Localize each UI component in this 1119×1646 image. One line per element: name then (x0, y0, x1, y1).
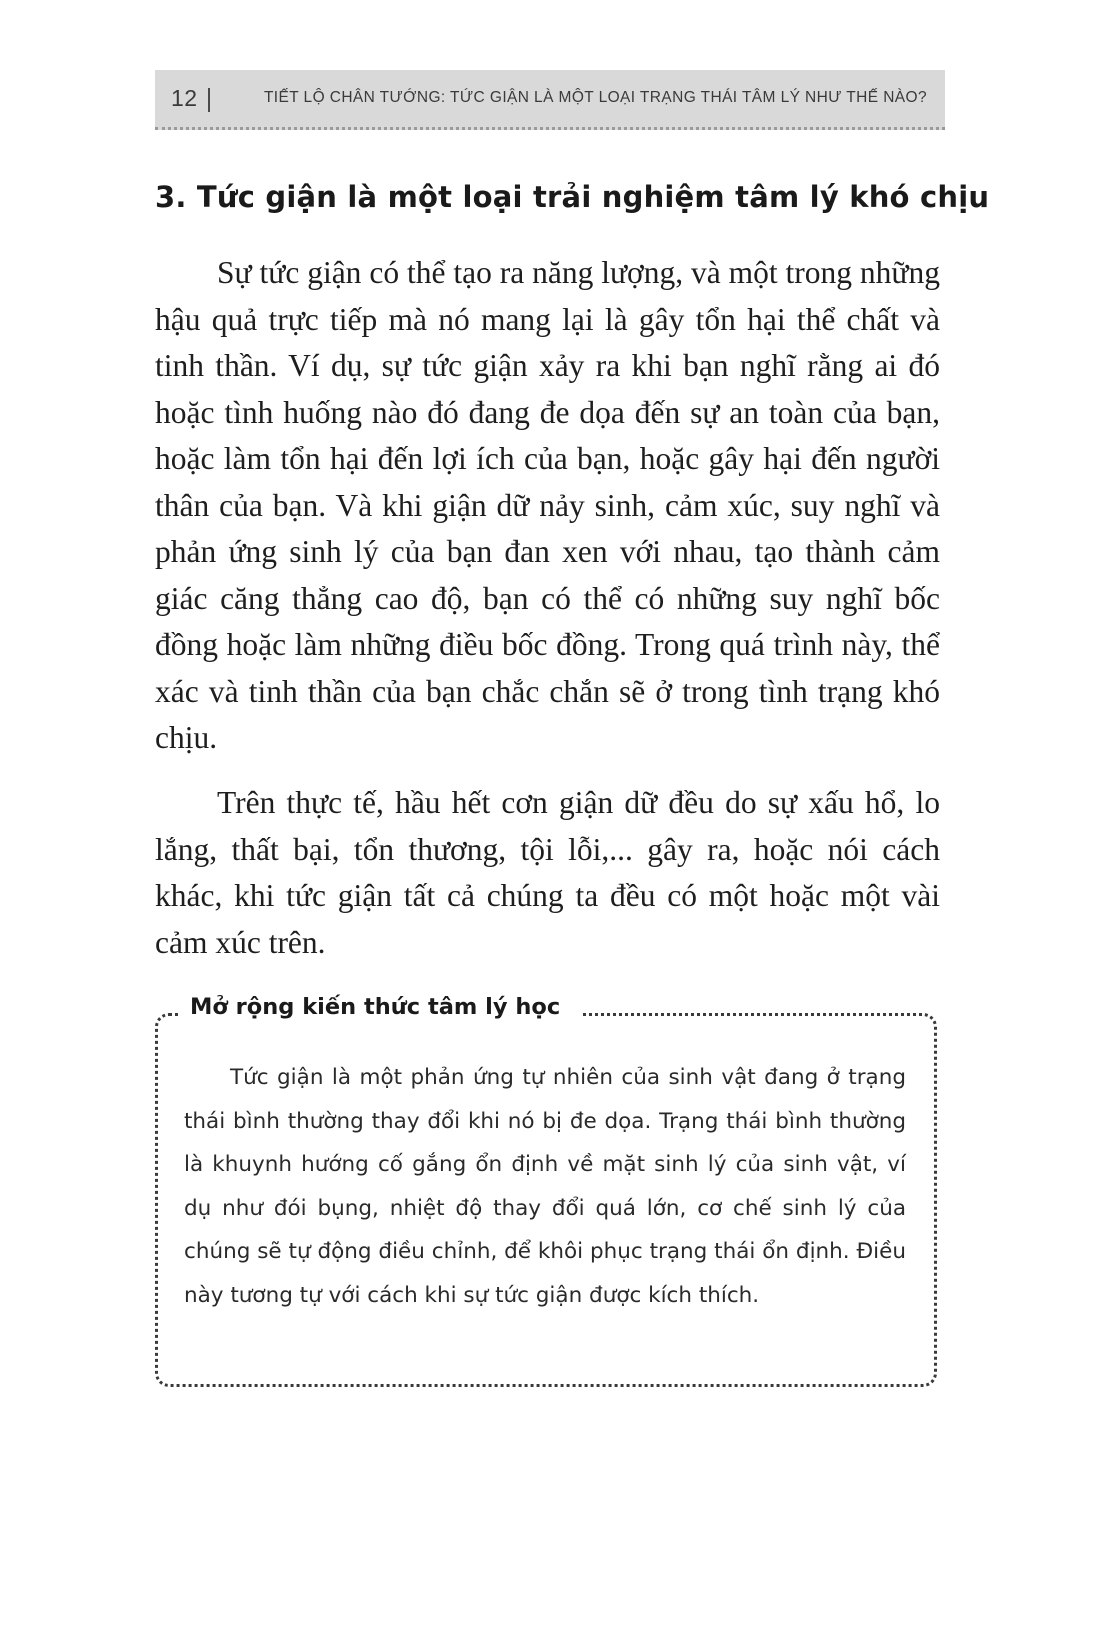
psychology-knowledge-box (155, 994, 937, 1387)
body-paragraph-1: Sự tức giận có thể tạo ra năng lượng, và một trong những hậu quả trực tiếp mà nó mang lại là gây tổn hại thể chất và tinh thần. Ví dụ, sự tức giận xảy ra khi bạn nghĩ rằng ai đó hoặc tình huống nào đó đang đe dọa đến sự an toàn của bạn, hoặc làm tổn hại đến lợi ích của bạn, hoặc gây hại đến người thân của bạn. Và khi giận dữ nảy sinh, cảm xúc, suy nghĩ và phản ứng sinh lý của bạn đan xen với nhau, tạo thành cảm giác căng thẳng cao độ, bạn có thể có những suy nghĩ bốc đồng hoặc làm những điều bốc đồng. Trong quá trình này, thể xác và tinh thần của bạn chắc chắn sẽ ở trong tình trạng khó chịu. (155, 255, 940, 755)
header-divider (208, 88, 210, 112)
chapter-title: TIẾT LỘ CHÂN TƯỚNG: TỨC GIẬN LÀ MỘT LOẠI TRẠNG THÁI TÂM LÝ NHƯ THẾ NÀO? (263, 89, 927, 106)
sidebar-text: Tức giận là một phản ứng tự nhiên của sinh vật đang ở trạng thái bình thường thay đổi khi nó bị đe dọa. Trạng thái bình thường là khuynh hướng cố gắng ổn định về mặt sinh lý của sinh vật, ví dụ như đói bụng, nhiệt độ thay đổi quá lớn, cơ chế sinh lý của chúng sẽ tự động điều chỉnh, để khôi phục trạng thái ổn định. Điều này tương tự với cách khi sự tức giận được kích thích. (184, 1065, 906, 1308)
running-header (155, 70, 945, 130)
sidebar-title: Mở rộng kiến thức tâm lý học (180, 994, 582, 1020)
page-number: 12 (171, 85, 198, 111)
section-heading: 3. Tức giận là một loại trải nghiệm tâm lý khó chịu (155, 180, 990, 214)
body-paragraph-2: Trên thực tế, hầu hết cơn giận dữ đều do sự xấu hổ, lo lắng, thất bại, tổn thương, tội lỗi,... gây ra, hoặc nói cách khác, khi tức giận tất cả chúng ta đều có một hoặc một vài cảm xúc trên. (155, 785, 940, 960)
